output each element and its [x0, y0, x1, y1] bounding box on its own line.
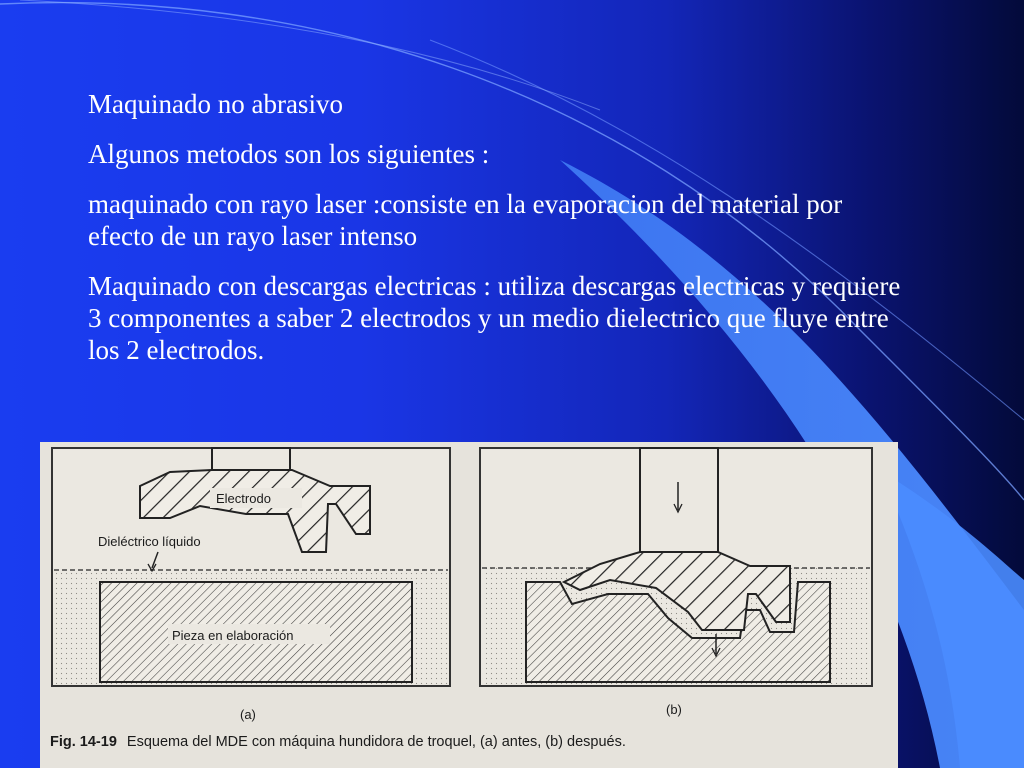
- edm-figure: [40, 442, 898, 768]
- slide-paragraph: Maquinado con descargas electricas : utiliza descargas electricas y requiere 3 componentes a saber 2 electrodos y un medio dielectrico que fluye entre los 2 electrodos.: [88, 271, 901, 365]
- slide-title: Maquinado no abrasivo: [88, 89, 343, 119]
- panel-a-label: (a): [240, 707, 256, 722]
- figure-caption: [50, 734, 626, 750]
- panel-a: [52, 448, 450, 722]
- slide-paragraph: maquinado con rayo laser :consiste en la evaporacion del material por efecto de un rayo laser intenso: [88, 189, 843, 251]
- slide-text-block: [88, 88, 908, 384]
- slide-paragraph: Algunos metodos son los siguientes :: [88, 139, 490, 169]
- electrode-shaft-b: [640, 448, 718, 552]
- figure-number: Fig. 14-19: [50, 734, 117, 750]
- panel-b: [480, 448, 872, 717]
- figure-caption-text: Esquema del MDE con máquina hundidora de troquel, (a) antes, (b) después.: [126, 734, 626, 750]
- edm-diagram: [40, 442, 898, 732]
- electrode-label: Electrodo: [216, 491, 271, 506]
- electrode-shaft-a: [212, 448, 290, 470]
- workpiece-label: Pieza en elaboración: [172, 628, 294, 643]
- dielectric-label: Dieléctrico líquido: [98, 534, 201, 549]
- panel-b-label: (b): [666, 702, 682, 717]
